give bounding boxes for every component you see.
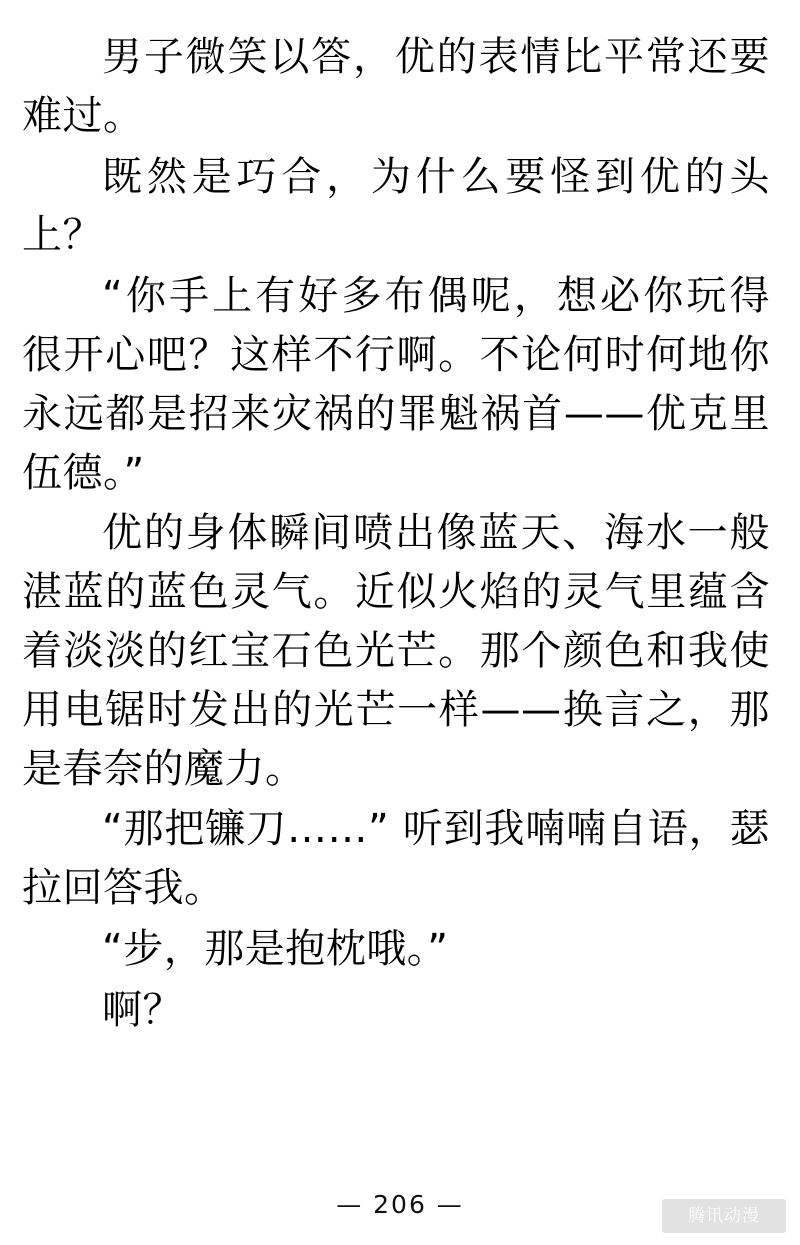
paragraph: “步，那是抱枕哦。” — [102, 925, 449, 972]
paragraph: 既然是巧合，为什么要怪到优的头上？ — [22, 153, 770, 259]
paragraph: “你手上有好多布偶呢，想必你玩得很开心吧？这样不行啊。不论何时何地你永远都是招来灾祸的罪魁祸首——优克里伍德。” — [22, 273, 770, 496]
page-number: — 206 — — [336, 1190, 464, 1219]
paragraph: 啊？ — [102, 986, 183, 1033]
paragraph: “那把镰刀……” 听到我喃喃自语，瑟拉回答我。 — [22, 806, 770, 912]
page-body — [22, 28, 770, 1040]
watermark-logo: 腾讯动漫 — [662, 1199, 786, 1233]
paragraph: 男子微笑以答，优的表情比平常还要难过。 — [22, 34, 770, 139]
paragraph: 优的身体瞬间喷出像蓝天、海水一般湛蓝的蓝色灵气。近似火焰的灵气里蕴含着淡淡的红宝石色光芒。那个颜色和我使用电锯时发出的光芒一样——换言之，那是春奈的魔力。 — [22, 510, 770, 792]
